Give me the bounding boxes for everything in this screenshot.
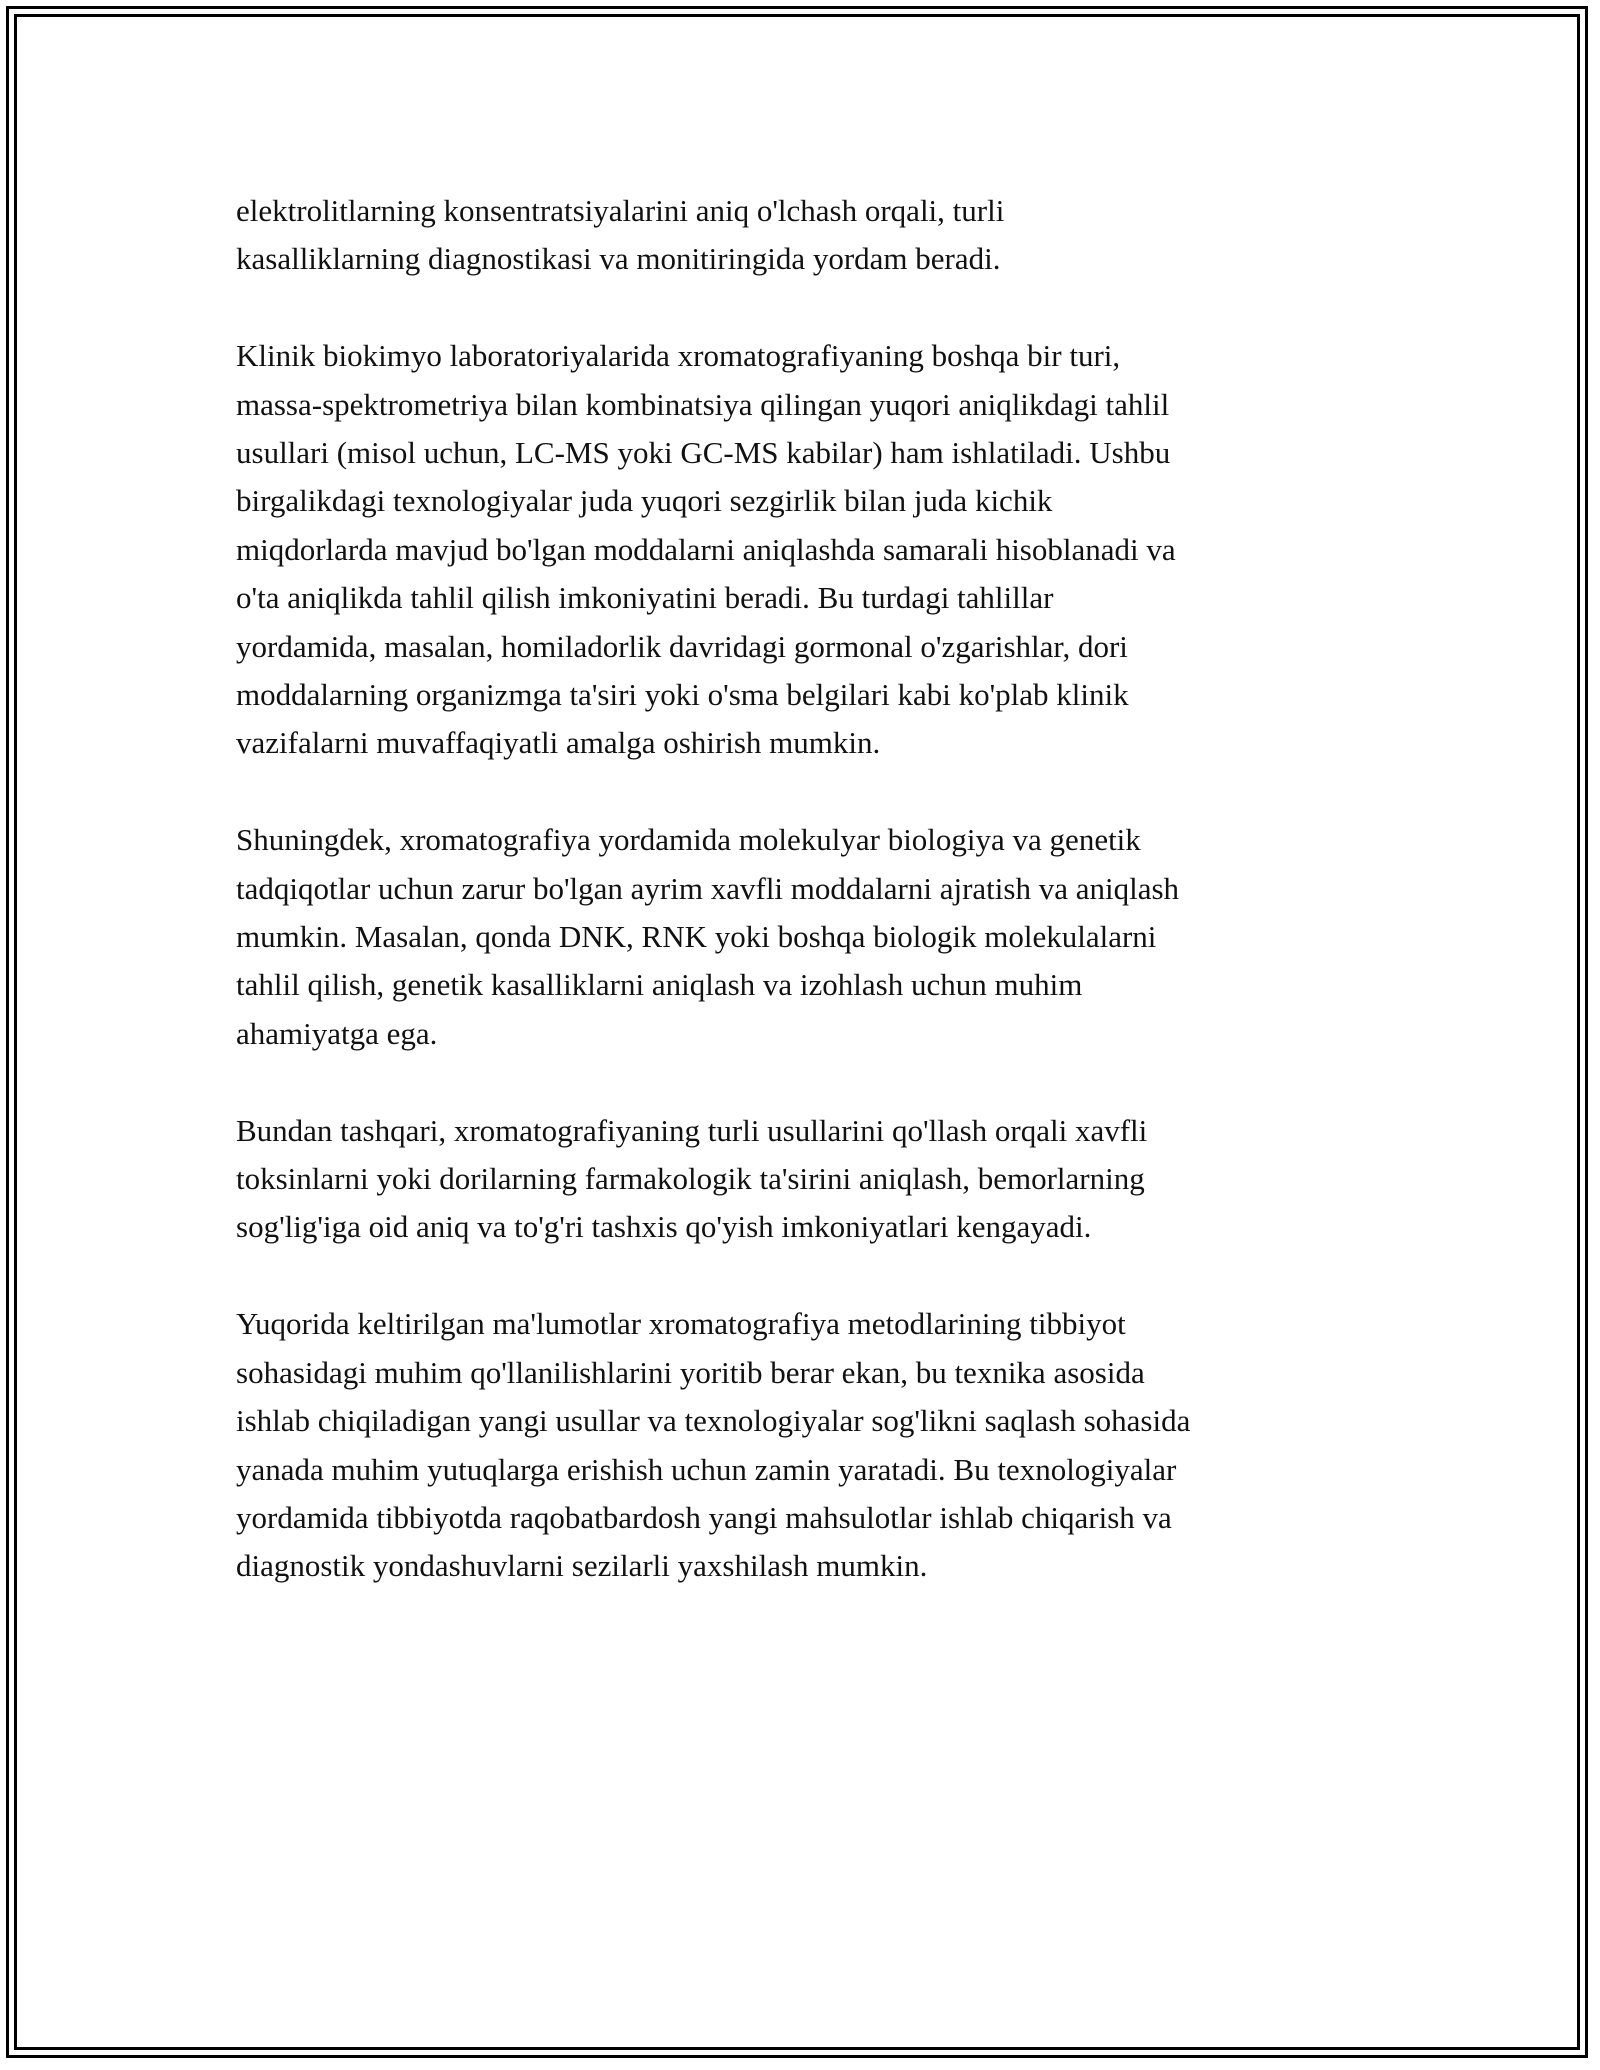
- document-body: [236, 187, 1396, 1639]
- text-line: yordamida tibbiyotda raqobatbardosh yangi mahsulotlar ishlab chiqarish va: [236, 1499, 1172, 1535]
- text-line: sohasidagi muhim qo'llanilishlarini yoritib berar ekan, bu texnika asosida: [236, 1354, 1145, 1390]
- text-line: moddalarning organizmga ta'siri yoki o'sma belgilari kabi ko'plab klinik: [236, 677, 1129, 713]
- text-line: Klinik biokimyo laboratoriyalarida xromatografiyaning boshqa bir turi,: [236, 338, 1121, 374]
- text-line: birgalikdagi texnologiyalar juda yuqori sezgirlik bilan juda kichik: [236, 483, 1053, 519]
- text-line: ishlab chiqiladigan yangi usullar va texnologiyalar sog'likni saqlash sohasida: [236, 1403, 1191, 1439]
- text-line: diagnostik yondashuvlarni sezilarli yaxshilash mumkin.: [236, 1548, 928, 1584]
- text-line: massa-spektrometriya bilan kombinatsiya qilingan yuqori aniqlikdagi tahlil: [236, 386, 1170, 422]
- text-line: sog'lig'iga oid aniq va to'g'ri tashxis qo'yish imkoniyatlari kengayadi.: [236, 1209, 1092, 1245]
- text-line: tadqiqotlar uchun zarur bo'lgan ayrim xavfli moddalarni ajratish va aniqlash: [236, 870, 1180, 906]
- text-line: kasalliklarning diagnostikasi va monitiringida yordam beradi.: [236, 241, 1001, 277]
- text-line: Shuningdek, xromatografiya yordamida molekulyar biologiya va genetik: [236, 822, 1141, 858]
- text-line: usullari (misol uchun, LC-MS yoki GC-MS kabilar) ham ishlatiladi. Ushbu: [236, 435, 1171, 471]
- text-line: yanada muhim yutuqlarga erishish uchun zamin yaratadi. Bu texnologiyalar: [236, 1451, 1177, 1487]
- text-line: elektrolitlarning konsentratsiyalarini aniq o'lchash orqali, turli: [236, 193, 1005, 228]
- paragraph-1: [236, 187, 1396, 284]
- text-line: Yuqorida keltirilgan ma'lumotlar xromatografiya metodlarining tibbiyot: [236, 1306, 1126, 1342]
- text-line: ahamiyatga ega.: [236, 1015, 438, 1051]
- text-line: tahlil qilish, genetik kasalliklarni aniqlash va izohlash uchun muhim: [236, 967, 1083, 1003]
- text-line: mumkin. Masalan, qonda DNK, RNK yoki boshqa biologik molekulalarni: [236, 919, 1157, 955]
- paragraph-2: [236, 332, 1396, 768]
- paragraph-5: [236, 1300, 1396, 1590]
- paragraph-3: [236, 816, 1396, 1058]
- text-line: miqdorlarda mavjud bo'lgan moddalarni aniqlashda samarali hisoblanadi va: [236, 531, 1176, 567]
- text-line: yordamida, masalan, homiladorlik davridagi gormonal o'zgarishlar, dori: [236, 628, 1128, 664]
- text-line: vazifalarni muvaffaqiyatli amalga oshirish mumkin.: [236, 725, 881, 761]
- text-line: o'ta aniqlikda tahlil qilish imkoniyatini beradi. Bu turdagi tahlillar: [236, 580, 1054, 616]
- text-line: Bundan tashqari, xromatografiyaning turli usullarini qo'llash orqali xavfli: [236, 1112, 1148, 1148]
- text-line: toksinlarni yoki dorilarning farmakologik ta'sirini aniqlash, bemorlarning: [236, 1161, 1145, 1197]
- paragraph-4: [236, 1107, 1396, 1252]
